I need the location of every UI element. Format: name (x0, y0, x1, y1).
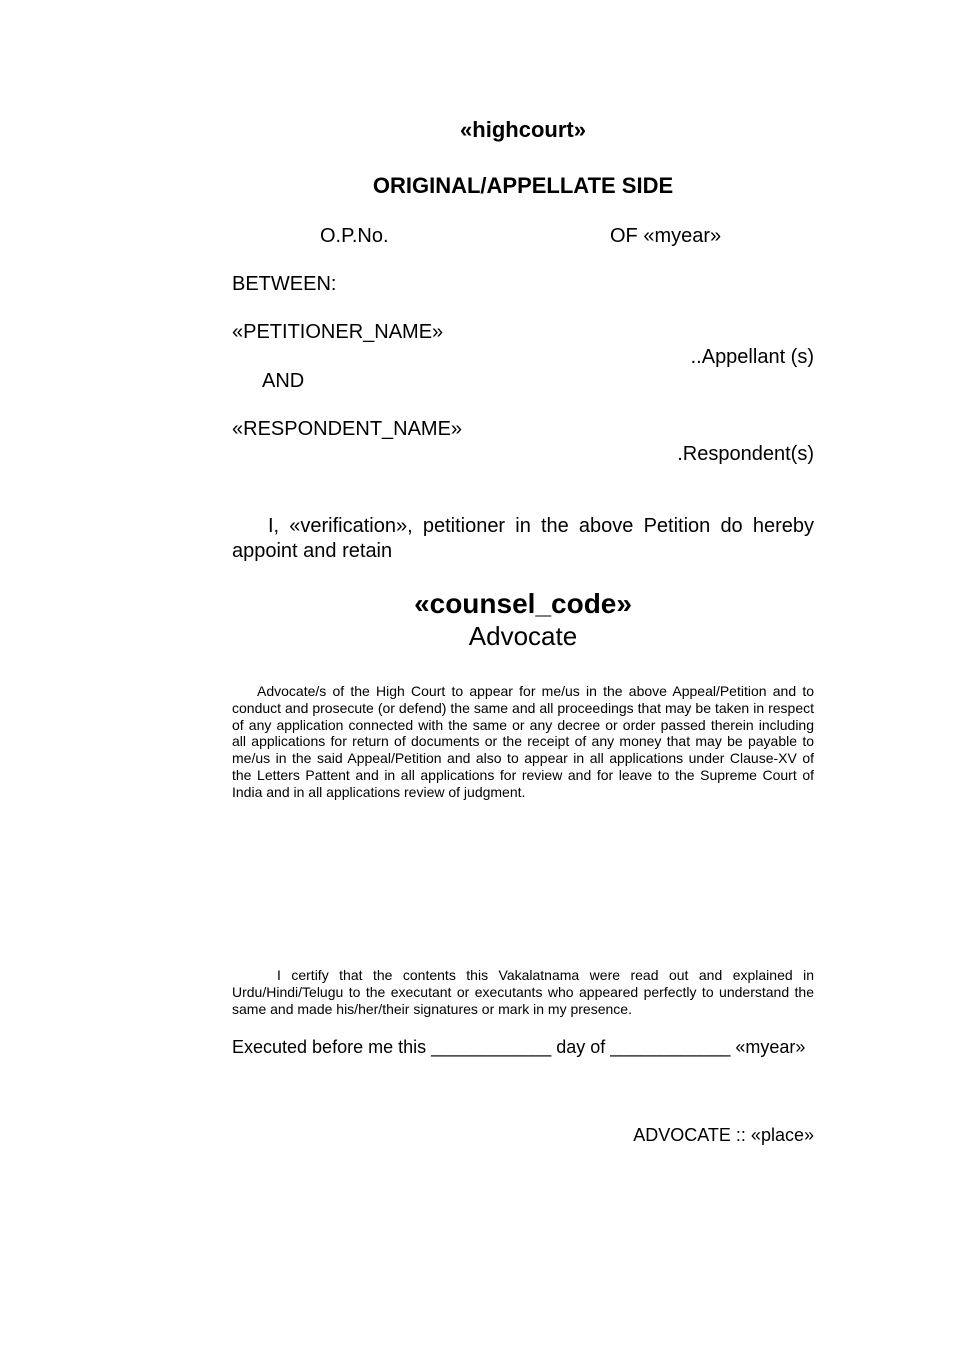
side-heading: ORIGINAL/APPELLATE SIDE (372, 173, 674, 198)
authority-paragraph: Advocate/s of the High Court to appear for me/us in the above Appeal/Petition and to conduct and prosecute (or defend) the same and all proceedings that may be taken in respect of any application connected with the same or any decree or order passed therein including all applications for return of documents or the receipt of any money that may be payable to me/us in the said Appeal/Petition and also to appear in all applications under Clause-XV of the Letters Pattent and in all applications for review and for leave to the Supreme Court of India and in all applications review of judgment. (232, 683, 814, 800)
respondent-name: «RESPONDENT_NAME» (232, 418, 463, 440)
op-year: OF «myear» (610, 225, 722, 247)
counsel-code: «counsel_code» (414, 588, 632, 619)
petitioner-name: «PETITIONER_NAME» (232, 321, 444, 343)
appoint-paragraph: I, «verification», petitioner in the above Petition do hereby appoint and retain (232, 515, 814, 562)
certification-paragraph: I certify that the contents this Vakalatnama were read out and explained in Urdu/Hindi/Telugu to the executant or executants who appeared perfectly to understand the same and made his/her/their signatures or mark in my presence. (232, 967, 814, 1017)
advocate-title: Advocate (468, 621, 578, 651)
court-name: «highcourt» (460, 117, 586, 142)
advocate-signature: ADVOCATE :: «place» (633, 1125, 814, 1145)
appellant-label: ..Appellant (s) (690, 346, 814, 368)
and-label: AND (262, 370, 305, 392)
op-number-label: O.P.No. (320, 225, 389, 247)
respondent-label: .Respondent(s) (677, 443, 814, 465)
between-label: BETWEEN: (232, 273, 337, 295)
executed-line: Executed before me this ____________ day of ____________ «myear» (232, 1037, 806, 1057)
